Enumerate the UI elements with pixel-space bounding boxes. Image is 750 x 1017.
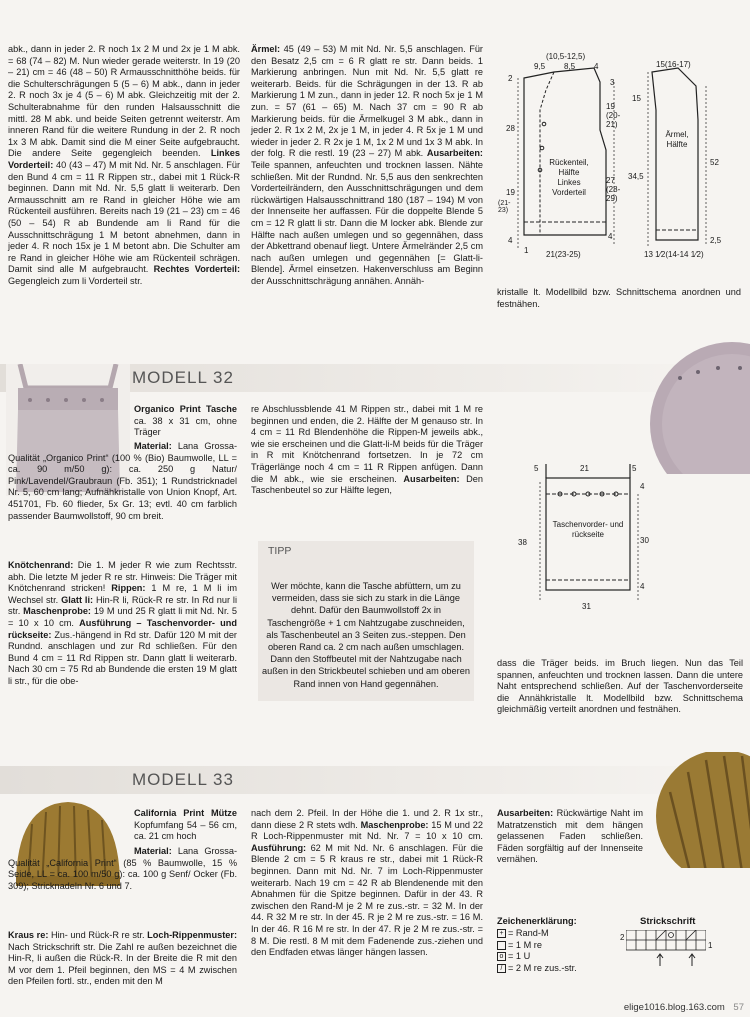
- m32-intro: Organico Print Tasche ca. 38 x 31 cm, ohne Träger: [134, 404, 237, 438]
- m33-col1: Kraus re: Hin- und Rück-R re str. Loch-Rippenmuster: Nach Strickschrift str. Die Zahl re außen bezeichnet die Hin-R, li außen die Rück-R. In der Breite die R mit den M vor dem 1. Pfeil beginnen, den MS = 4 M zwischen den Pfeilen fortl. str., enden mit den M: [8, 930, 238, 987]
- tipp-label: TIPP: [268, 545, 292, 557]
- knit-stitch-icon: [497, 941, 506, 950]
- schema-lbl: 4: [608, 232, 613, 241]
- schema-lbl: (10,5-12,5): [546, 52, 586, 61]
- bag-detail-photo: [650, 340, 750, 474]
- m33-intro: California Print Mütze Kopfumfang 54 – 56 cm, ca. 21 cm hoch: [134, 808, 237, 842]
- schema-lbl: 1: [524, 246, 529, 255]
- schema-lbl: 27 (28-29): [606, 176, 621, 203]
- schema-lbl: 52: [710, 158, 719, 167]
- schema-lbl: 38: [518, 538, 527, 547]
- schema-lbl: 8,5: [564, 62, 576, 71]
- k2tog-icon: /: [497, 964, 506, 973]
- schema-lbl: 4: [640, 582, 645, 591]
- tipp-text: Wer möchte, kann die Tasche abfüttern, um zu vermeiden, dass sie sich zu stark in die Länge dehnt. Dafür den Baumwollstoff 2x in Taschengröße + 1 cm Nahtzugabe zuschneiden, als Taschenbeutel an 3 Seiten zus.-steppen. Den oberen Rand ca. 2 cm nach außen umschlagen. Dann den Stoffbeutel mit der Nahtzugabe nach außen in den Strickbeutel schieben und am oberen Rand innen von Hand gegennähen.: [262, 581, 470, 689]
- schema-sleeve: [626, 50, 744, 275]
- schema-lbl: 30: [640, 536, 649, 545]
- legend-item: = 1 M re: [497, 940, 577, 952]
- chart-row-2: 2: [620, 933, 625, 942]
- top-col-1: abk., dann in jeder 2. R noch 1x 2 M und 2x je 1 M abk. = 68 (74 – 82) M. Nun wieder gerade weiterstr. In 19 (20 – 21) cm = 46 (48 – 50) R Armausschnitthöhe beids. für die Schulterschrägungen 5 (5 – 6) M abk., dann in jeder 2. R noch 3x je 4 (5 – 6) M abk. Gleichzeitig mit der 2. Schulterabnahme für den runden Halsausschnitt die mittl. 28 M abk. und beide Seiten getrennt weiterstr. Am inneren Rand für die weitere Rundung in der 2. R noch 1x 3 M abk. Damit sind die M einer Seite aufgebraucht. Die andere Seite gegengleich beenden. Linkes Vorderteil: 40 (43 – 47) M mit Nd. Nr. 5 anschlagen. Für den Bund 4 cm = 11 R Rippen str., dabei mit 1 Rück-R beginnen. Dann mit Nd. Nr. 5,5 glatt li weiterarb. Den Armausschnitt am re Rand in gleicher Höhe wie am Rückenteil ausführen. Bereits nach 19 (21 – 23) cm = 46 (50 – 54) R ab Bundende am li Rand für die Ausschnittschrägung 1 M betont abnehmen, dann in jeder 4. R noch 15x je 1 M betont abn. Die Schulter am re Rand in gleicher Höhe wie am Rückenteil schrägen. Damit sind alle M aufgebraucht. Rechtes Vorderteil: Gegengleich zum li Vorderteil str.: [8, 44, 241, 286]
- legend: [497, 916, 577, 975]
- hat-detail-photo: [650, 752, 750, 868]
- schema-lbl: 15(16-17): [656, 60, 691, 69]
- modell-32-title: MODELL 32: [132, 368, 234, 387]
- schema-lbl: 19 (20-21): [606, 102, 621, 129]
- schema-sleeve-svg: [626, 50, 744, 275]
- top-col-3: kristalle lt. Modellbild bzw. Schnittschema anordnen und festnähen.: [497, 287, 741, 309]
- schema-lbl: 9,5: [534, 62, 546, 71]
- schema-lbl: 3: [610, 78, 615, 87]
- m33-col2: nach dem 2. Pfeil. In der Höhe die 1. und 2. R 1x str., dann diese 2 R stets wdh. Maschenprobe: 15 M und 22 R Loch-Rippenmuster mit Nd. Nr. 7 = 10 x 10 cm. Ausführung: 62 M mit Nd. Nr. 6 anschlagen. Für die Blende 2 cm = 5 R kraus re str., dabei mit 1 Rück-R beginnen. Dann mit Nd. Nr. 7 im Loch-Rippenmuster weiterarb. Nach 19 cm = 42 R ab Blendenende mit den Abnahmen für die Spitze beginnen. Dafür in der 43. R zwischen den Rand-M je 2 M re zus.-str. = 32 M. In der 44. R 32 M re str. In der 45. R je 2 M re zus.-str. = 16 M. In der 46. R 16 M re str. In der 47. R je 2 M re zus.-str. = 8 M. Die restl. 8 M mit dem Fadenende zus.-ziehen und den Endfaden etwas länger hängen lassen.: [251, 808, 483, 958]
- schema-lbl: 2: [508, 74, 513, 83]
- rand-m-icon: +: [497, 929, 506, 938]
- schema-lbl: 13 1⁄2(14-14 1⁄2): [644, 250, 704, 259]
- schema-lbl: 5: [632, 464, 637, 473]
- top-col-2: Ärmel: 45 (49 – 53) M mit Nd. Nr. 5,5 anschlagen. Für den Besatz 2,5 cm = 6 R glatt re str. Dann beids. 1 Markierung anbringen. Nun mit Nd. Nr. 5,5 glatt re weiterarb. Beids. für die Schrägungen in der 13. R ab Markierung 1 M zun., dann in jeder 12. R noch 5x je 1 M zun. = 57 (61 – 65) M. Nach 37 cm = 90 R ab Markierung beids. für die Ärmelkugel 3 M abk., dann in jeder 2. R 1x 2 M, 2x je 1 M, in jeder 4. R 5x je 1 M und wieder in jeder 2. R 2x je 1 M, 1x 2 M und 1x 3 M abk. In der folg. R die restl. 19 (23 – 27) M abk. Ausarbeiten: Teile spannen, anfeuchten und trocknen lassen. Nähte schließen. Mit der Rundnd. Nr. 5,5 aus den senkrechten Vorderteilrändern, den Ausschnittschrägungen und dem rückwärtigen Halsausschnittrand 180 (187 – 194) M von der Innenseite her auffassen. Für die doppelte Blende 5 cm = 12 R glatt li str. Dann die M locker abk. Blende zur Hälfte nach außen umlegen und so gegennähen, dass der Abkettrand obenauf liegt. Untere Ärmelränder 2,5 cm nach außen umlegen und gegennähen [= Glatt-li-Blende]. Ärmel einsetzen. Hakenverschluss am Beginn der Ausschnittschrägung annähen. Annäh-: [251, 44, 483, 286]
- m33-col3: Ausarbeiten: Rückwärtige Naht im Matratzenstich mit dem hängen gelassenen Faden schließen. Fäden sorgfältig auf der Innenseite vernähen.: [497, 808, 643, 865]
- schema-lbl: Rückenteil, Hälfte Linkes Vorderteil: [549, 158, 589, 197]
- schema-lbl: 2,5: [710, 236, 722, 245]
- schema-lbl: Ärmel, Hälfte: [665, 130, 689, 149]
- yarn-over-icon: o: [497, 952, 506, 961]
- schema-lbl: 4: [508, 236, 513, 245]
- schema-lbl: Taschenvorder- und rückseite: [552, 520, 624, 539]
- schema-lbl: 21(23-25): [546, 250, 581, 259]
- schema-back-front: [494, 50, 624, 275]
- m32-col1: Knötchenrand: Die 1. M jeder R wie zum Rechtsstr. abh. Die letzte M jeder R re str. Hinweis: Die Träger mit Knötchenrand stricken! Rippen: 1 M re, 1 M li im Wechsel str. Glatt li: Hin-R li, Rück-R re str. In Rd nur li str. Maschenprobe: 19 M und 25 R glatt li mit Nd. Nr. 5 = 10 x 10 cm. Ausführung – Taschenvorder- und rückseite: Zus.-hängend in Rd str. Dafür 120 M mit der Rundnd. anschlagen und zur Rd schließen. Für den Bund 4 cm = 11 Rd Rippen str. Dann glatt li weiterarb. Nach 30 cm = 75 Rd ab Bundende die ersten 19 M glatt li str., für die obe-: [8, 560, 237, 686]
- schema-lbl: 34,5: [628, 172, 644, 181]
- m33-material: Material: Lana Grossa-Qualität „California Print“ (85 % Baumwolle, 15 % Seide, LL = ca. 100 m/50 g): ca. 100 g Senf/ Ocker (Fb. 309); Stricknadeln Nr. 6 und 7.: [8, 846, 237, 891]
- legend-title: Zeichenerklärung:: [497, 916, 577, 926]
- m32-col3: dass die Träger beids. im Bruch liegen. Nun das Teil spannen, anfeuchten und trocknen lassen. Dann die untere Naht entsprechend schließen. Auf der Taschenvorderseite die Annähkristalle lt. Modellbild bzw. Schnittschema gleichmäßig verteilt anordnen und festnähen.: [497, 658, 743, 715]
- legend-item: / = 2 M re zus.-str.: [497, 963, 577, 975]
- chart-row-1: 1: [708, 941, 713, 950]
- schema-lbl: 4: [594, 62, 599, 71]
- m32-col2: re Abschlussblende 41 M Rippen str., dabei mit 1 M re beginnen und enden, die 2. Hälfte der M genauso str. In 4 cm = 11 Rd Blendenhöhe die Rippen-M jeweils abk., wie sie erscheinen und die Glatt-li-M beids für die Träger in R mit Knötchenrand fortsetzen. In je 72 cm Trägerlänge noch 4 cm = 11 R Rippen anfügen. Dann die M abk., wie sie erscheinen. Ausarbeiten: Den Taschenbeutel so zur Hälfte legen,: [251, 404, 483, 496]
- modell-33-band: [0, 766, 750, 794]
- footer-url: elige1016.blog.163.com 57: [623, 1002, 744, 1013]
- m32-material: Material: Lana Grossa-Qualität „Organico Print“ (100 % (Bio) Baumwolle, LL = ca. 90 m/50 g): ca. 250 g Natur/ Pink/Lavendel/Graubraun (Fb. 351); 1 Rundstricknadel Nr. 5, 60 cm lang; Aufnähkristalle von Union Knopf, Art. 451701, Fb. 60 flieder, 5x Gr. 13; evtl. 40 cm farblich passender Baumwollstoff, 90 cm breit.: [8, 441, 237, 521]
- schema-lbl: 4: [640, 482, 645, 491]
- legend-item: + = Rand-M: [497, 928, 577, 940]
- schema-lbl: 31: [582, 602, 591, 611]
- schema-lbl: 15: [632, 94, 641, 103]
- schema-bag-svg: [510, 460, 660, 620]
- legend-item: o = 1 U: [497, 951, 577, 963]
- schema-lbl: 28: [506, 124, 515, 133]
- schema-bag: [510, 460, 660, 620]
- schema-lbl: 5: [534, 464, 539, 473]
- strickschrift-chart: [626, 930, 706, 970]
- schema-lbl: 19: [506, 188, 515, 197]
- modell-33-title: MODELL 33: [132, 770, 234, 789]
- schema-lbl: (21-23): [498, 200, 511, 214]
- schema-lbl: 21: [580, 464, 589, 473]
- strickschrift-title: Strickschrift: [640, 916, 696, 927]
